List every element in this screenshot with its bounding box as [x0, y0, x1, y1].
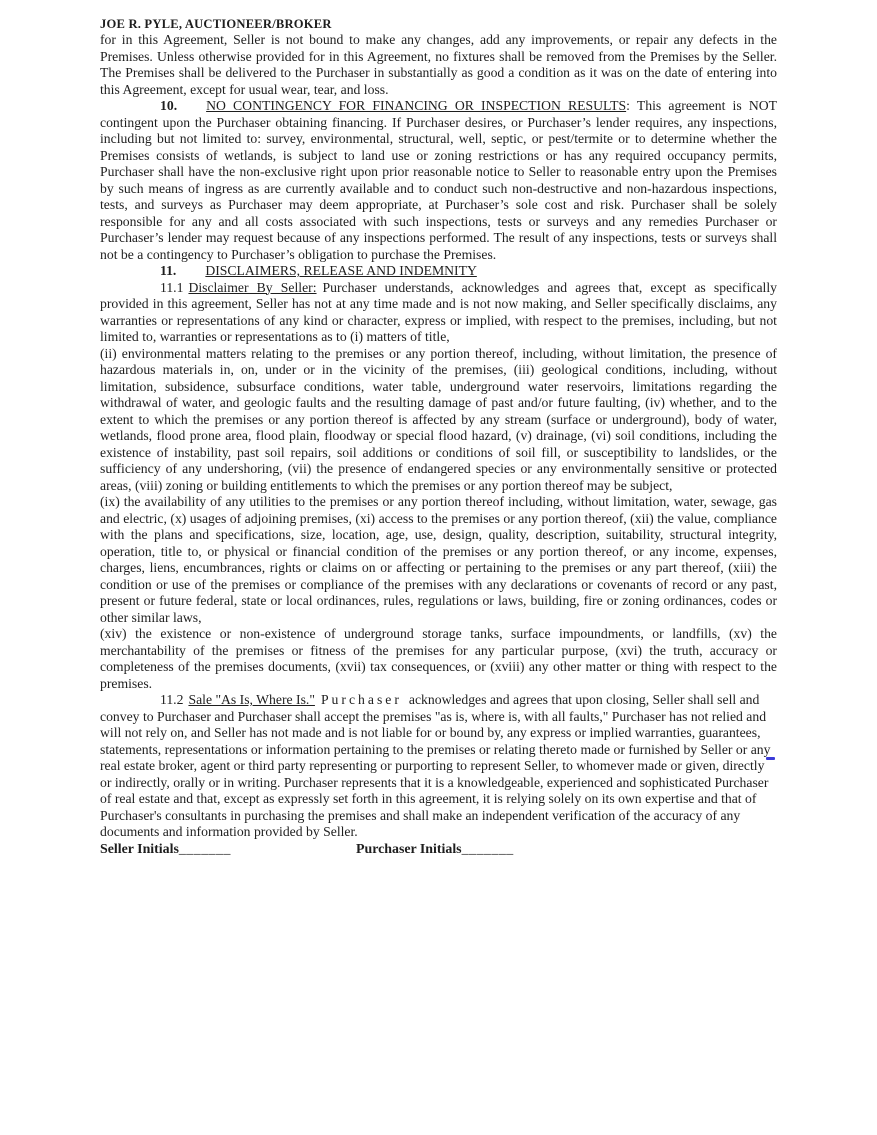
initials-line — [100, 841, 777, 858]
section-10-paragraph — [100, 98, 777, 263]
section-11-1-block-ii: (ii) environmental matters relating to the premises or any portion thereof, including, without limitation, the presence of hazardous materials in, on, under or in the vicinity of the premises, (iii) geological conditions, including, without limitation, subsidence, subsurface conditions, water table, underground water reservoirs, limitations regarding the withdrawal of water, and geologic faults and the resulting damage of past and/or future faulting, (iv) whether, and to the extent to which the premises or any portion thereof is affected by any stream (surface or underground), body of water, wetlands, flood prone area, flood plain, floodway or special flood hazard, (v) drainage, (vi) soil conditions, including the existence of instability, past soil repairs, soil additions or conditions of soil fill, or susceptibility to landslides, or the sufficiency of any undershoring, (vii) the presence of endangered species or any environmentally sensitive or protected areas, (viii) zoning or building entitlements to which the premises or any portion thereof may be subject, — [100, 345, 777, 493]
section-11-number: 11. — [160, 263, 177, 278]
section-11-heading: DISCLAIMERS, RELEASE AND INDEMNITY — [205, 263, 477, 278]
section-11-1-intro: Purchaser understands, acknowledges and agrees that, except as specifically provided in this agreement, Seller has not at any time made and is not now making, and Seller specifically disclaims, any warranties or representations of any kind or character, express or implied, with respect to the premises, including, but not limited to, warranties or representations as to (i) matters of title, — [100, 279, 777, 344]
section-11-1-block-xiv: (xiv) the existence or non-existence of underground storage tanks, surface impoundments, or landfills, (xv) the merchantability of the premises or fitness of the premises for any particular purpose, (xvi) the truth, accuracy or completeness of the premises documents, (xvii) tax consequences, or (xviii) any other matter or thing with respect to the premises. — [100, 626, 777, 691]
section-11-2-purchaser-word: Purchaser — [320, 692, 402, 707]
section-11-2-paragraph — [100, 692, 777, 841]
section-11-1-intro-paragraph — [100, 280, 777, 346]
section-11-2-heading: Sale "As Is, Where Is." — [188, 692, 315, 707]
document-header: JOE R. PYLE, AUCTIONEER/BROKER — [100, 17, 332, 31]
section-11-1-block-ix: (ix) the availability of any utilities to the premises or any portion thereof including, without limitation, water, sewage, gas and electric, (x) usages of adjoining premises, (xi) access to the premises or any portion thereof, (xii) the value, compliance with the plans and specifications, size, location, age, use, design, quality, description, suitability, structural integrity, operation, title to, or physical or financial condition of the premises or any portion thereof, or any income, expenses, charges, liens, encumbrances, rights or claims on or affecting or pertaining to the premises or any part thereof, (xiii) the condition or use of the premises or compliance of the premises with any declarations or covenants of record or any past, present or future federal, state or local ordinances, rules, regulations or laws, building, fire or zoning ordinances, codes or other similar laws, — [100, 494, 777, 625]
purchaser-initials-blank: _______ — [461, 841, 514, 857]
section-10-body: : This agreement is NOT contingent upon the Purchaser obtaining financing. If Purchaser desires, or Purchaser’s lender requires, any inspections, including but not limited to: survey, environmental, structural, well, septic, or pest/termite or to determine whether the Premises consists of wetlands, is subject to land use or zoning restrictions or has any required occupancy permits, Purchaser shall have the non-exclusive right upon prior reasonable notice to Seller to reasonable entry upon the Premises by such means of ingress as are currently available and to conduct such non-destructive and non-hazardous inspections, tests, and surveys as Purchaser may deem appropriate, at Purchaser’s sole cost and risk. Purchaser shall be solely responsible for any and all costs associated with such inspections, tests or surveys and any remedies Purchaser or Purchaser’s lender may request because of any inspections performed. The result of any inspections, tests or surveys shall not be a contingency to Purchaser’s obligation to purchase the Premises. — [100, 98, 777, 262]
seller-initials-blank: _______ — [178, 841, 231, 857]
section-11-2-number: 11.2 — [160, 692, 184, 707]
margin-annotation-dash — [766, 757, 775, 760]
purchaser-initials-label: Purchaser Initials — [355, 841, 462, 857]
section-10-heading: NO CONTINGENCY FOR FINANCING OR INSPECTION RESULTS — [206, 98, 627, 113]
document-page — [100, 0, 777, 858]
section-11-1-heading: Disclaimer By Seller: — [188, 279, 317, 295]
paragraph-premises-condition: for in this Agreement, Seller is not bound to make any changes, add any improvements, or repair any defects in the Premises. Unless otherwise provided for in this Agreement, no fixtures shall be removed from the Premises by the Seller. The Premises shall be delivered to the Purchaser in substantially as good a condition as it was on the date of entering into this Agreement, except for usual wear, tear, and loss. — [100, 32, 777, 97]
section-11-2-body: acknowledges and agrees that upon closing, Seller shall sell and convey to Purchaser and Purchaser shall accept the premises "as is, where is, with all faults," Purchaser has not relied and will not rely on, and Seller has not made and is not liable for or bound by, any express or implied warranties, guarantees, statements, representations or information pertaining to the premises or relating thereto made or furnished by Seller or any real estate broker, agent or third party representing or purporting to represent Seller, to whomever made or given, directly or indirectly, orally or in writing. Purchaser represents that it is a knowledgeable, experienced and sophisticated Purchaser of real estate and that, except as expressly set forth in this agreement, it is relying solely on its own expertise and that of Purchaser's consultants in purchasing the premises and shall make an independent verification of the accuracy of any documents and information provided by Seller. — [100, 692, 771, 839]
seller-initials-label: Seller Initials — [100, 841, 179, 857]
section-11-heading-line — [100, 263, 777, 280]
section-10-number: 10. — [160, 98, 178, 113]
section-11-1-number: 11.1 — [160, 279, 184, 295]
